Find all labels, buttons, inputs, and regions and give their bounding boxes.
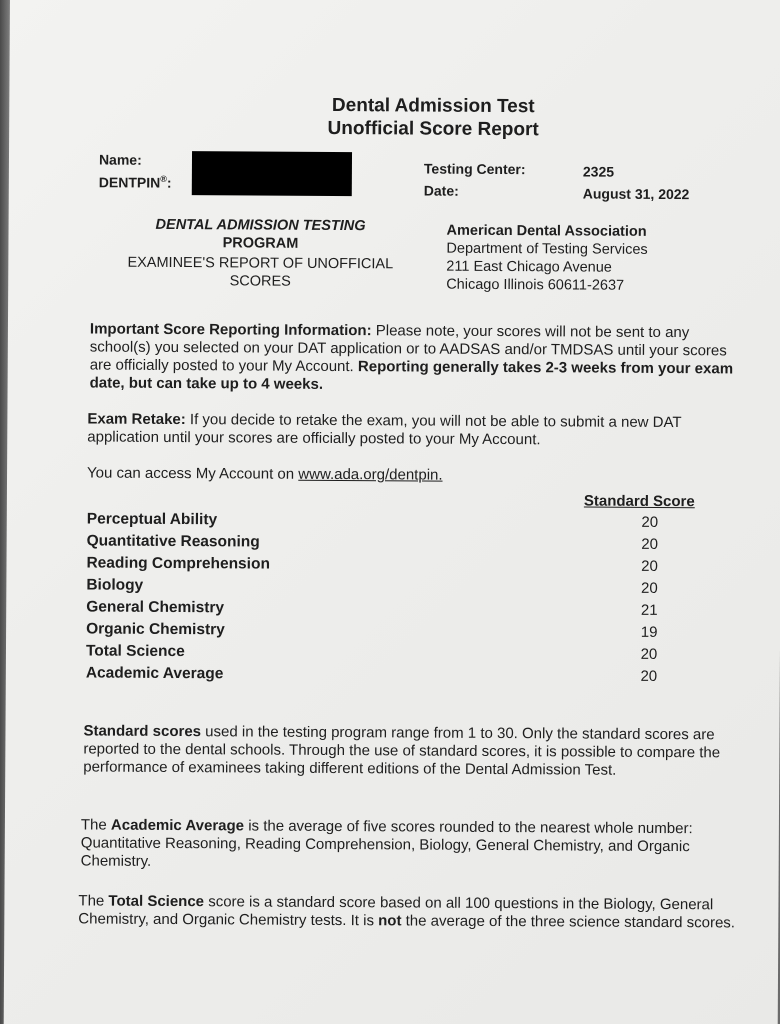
score-value-organic-chemistry: 19 (640, 623, 658, 641)
name-label: Name: (98, 151, 142, 168)
standard-score-header: Standard Score (583, 492, 695, 511)
score-label-perceptual-ability: Perceptual Ability (86, 510, 218, 529)
exam-retake-paragraph: Exam Retake: If you decide to retake the exam, you will not be able to submit a new DAT application until your scores are officially posted to your My Account. (87, 410, 682, 449)
academic-average-note: The Academic Average is the average of five scores rounded to the nearest whole number: Quantitative Reasoning, Reading Comprehension, Biology, General Chemistry, and Organic Chemistry. (80, 816, 693, 870)
testing-center-label: Testing Center: (423, 160, 526, 178)
date-label: Date: (423, 182, 459, 199)
ada-city: Chicago Illinois 60611-2637 (446, 276, 625, 294)
program-line4: SCORES (229, 273, 291, 290)
program-line3: EXAMINEE'S REPORT OF UNOFFICIAL (127, 254, 394, 273)
standard-scores-note: Standard scores used in the testing program range from 1 to 30. Only the standard scores are reported to the dental schools. Through the use of standard scores, it is possible to compare the performance of examinees taking different editions of the Dental Admission Test. (83, 722, 721, 779)
report-title-line2: Unofficial Score Report (327, 117, 539, 141)
score-value-total-science: 20 (640, 645, 658, 663)
redacted-identity-box (192, 151, 352, 196)
total-science-note: The Total Science score is a standard score based on all 100 questions in the Biology, General Chemistry, and Organic Chemistry tests. It is not the average of the three science standard scores. (78, 892, 736, 932)
score-label-quantitative-reasoning: Quantitative Reasoning (86, 532, 260, 551)
score-label-organic-chemistry: Organic Chemistry (86, 620, 225, 639)
score-label-general-chemistry: General Chemistry (86, 598, 225, 617)
score-value-perceptual-ability: 20 (641, 513, 659, 531)
program-line2: PROGRAM (222, 235, 299, 252)
report-title-line1: Dental Admission Test (331, 94, 535, 118)
dentpin-label: DENTPIN®: (98, 173, 172, 191)
score-value-general-chemistry: 21 (640, 601, 658, 619)
score-label-academic-average: Academic Average (85, 664, 224, 683)
score-label-reading-comprehension: Reading Comprehension (86, 554, 270, 573)
score-label-biology: Biology (86, 576, 144, 594)
score-label-total-science: Total Science (85, 642, 185, 661)
score-report-page (4, 0, 780, 1024)
score-value-academic-average: 20 (640, 667, 658, 685)
my-account-paragraph: You can access My Account on www.ada.org/dentpin. (87, 464, 443, 484)
score-value-biology: 20 (640, 579, 658, 597)
testing-center-value: 2325 (582, 163, 615, 180)
dentpin-link[interactable]: www.ada.org/dentpin. (298, 465, 443, 484)
program-line1: DENTAL ADMISSION TESTING (155, 216, 366, 235)
date-value: August 31, 2022 (582, 185, 690, 203)
ada-org-name: American Dental Association (446, 222, 647, 240)
ada-department: Department of Testing Services (446, 240, 648, 258)
score-value-reading-comprehension: 20 (641, 557, 658, 575)
score-value-quantitative-reasoning: 20 (641, 535, 659, 553)
important-info-paragraph: Important Score Reporting Information: Please note, your scores will not be sent to any school(s) you selected on your DAT application or to AADSAS and/or TMDSAS until your scores are officially posted to your My Account. Reporting generally takes 2-3 weeks from your exam date, but can take up to 4 weeks. (89, 320, 734, 393)
ada-street: 211 East Chicago Avenue (446, 258, 612, 276)
